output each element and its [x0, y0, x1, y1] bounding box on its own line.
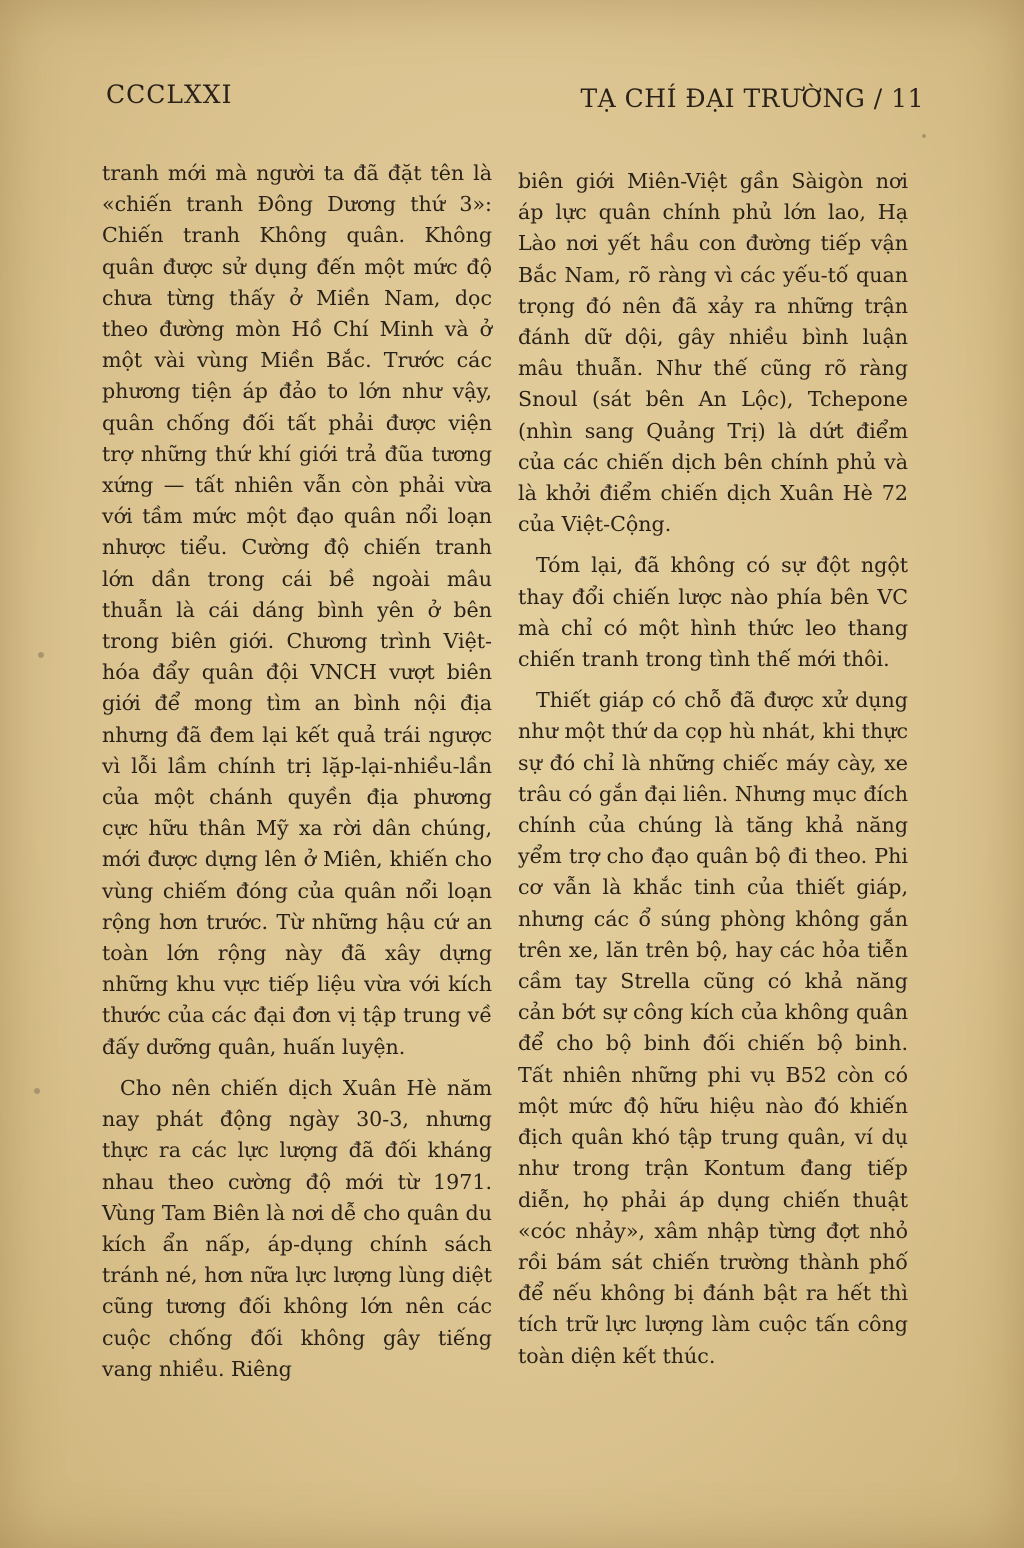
page-code: CCCLXXI	[106, 80, 233, 109]
paragraph: Cho nên chiến dịch Xuân Hè năm nay phát động ngày 30-3, nhưng thực ra các lực lượng đã đối kháng nhau theo cường độ mới từ 1971. Vùng Tam Biên là nơi dễ cho quân du kích ẩn nấp, áp-dụng chính sách tránh né, hơn nữa lực lượng lùng diệt cũng tương đối không lớn nên các cuộc chống đối không gây tiếng vang nhiều. Riêng	[102, 1075, 492, 1381]
paragraph: Tóm lại, đã không có sự đột ngột thay đổi chiến lược nào phía bên VC mà chỉ có một hình thức leo thang chiến tranh trong tình thế mới thôi.	[518, 553, 908, 672]
paper-speck	[922, 134, 926, 138]
paragraph: biên giới Miên-Việt gần Sàigòn nơi áp lực quân chính phủ lớn lao, Hạ Lào nơi yết hầu con đường tiếp vận Bắc Nam, rõ ràng vì các yếu-tố quan trọng đó nên đã xảy ra những trận đánh dữ dội, gây nhiều bình luận mâu thuẫn. Như thế cũng rõ ràng Snoul (sát bên An Lộc), Tchepone (nhìn sang Quảng Trị) là dứt điểm của các chiến dịch bên chính phủ và là khởi điểm chiến dịch Xuân Hè 72 của Việt-Cộng.	[518, 169, 908, 537]
paragraph: Thiết giáp có chỗ đã được xử dụng như một thứ da cọp hù nhát, khi thực sự đó chỉ là những chiếc máy cày, xe trâu có gắn đại liên. Nhưng mục đích chính của chúng là tăng khả năng yểm trợ cho đạo quân bộ đi theo. Phi cơ vẫn là khắc tinh của thiết giáp, nhưng các ổ súng phòng không gắn trên xe, lăn trên bộ, hay các hỏa tiễn cầm tay Strella cũng có khả năng cản bớt sự công kích của không quân để cho bộ binh đối chiến bộ binh. Tất nhiên những phi vụ B52 còn có một mức độ hữu hiệu nào đó khiến địch quân khó tập trung quân, ví dụ như trong trận Kontum đang tiếp diễn, họ phải áp dụng chiến thuật «cóc nhảy», xâm nhập từng đợt nhỏ rồi bám sát chiến trường thành phố để nếu không bị đánh bật ra hết thì tích trữ lực lượng làm cuộc tấn công toàn diện kết thúc.	[518, 688, 908, 1368]
paper-speck	[34, 1088, 40, 1094]
paper-speck	[38, 652, 44, 658]
right-column	[518, 166, 908, 1372]
running-title: TẠ CHÍ ĐẠI TRƯỜNG / 11	[580, 84, 924, 113]
left-column	[102, 158, 492, 1385]
paragraph: tranh mới mà người ta đã đặt tên là «chiến tranh Đông Dương thứ 3»: Chiến tranh Không quân. Không quân được sử dụng đến một mức độ chưa từng thấy ở Miền Nam, dọc theo đường mòn Hồ Chí Minh và ở một vài vùng Miền Bắc. Trước các phương tiện áp đảo to lớn như vậy, quân chống đối tất phải được viện trợ những thứ khí giới trả đũa tương xứng — tất nhiên vẫn còn phải vừa với tầm mức một đạo quân nổi loạn nhược tiểu. Cường độ chiến tranh lớn dần trong cái bề ngoài mâu thuẫn là cái dáng bình yên ở bên trong biên giới. Chương trình Việt-hóa đẩy quân đội VNCH vượt biên giới để mong tìm an bình nội địa nhưng đã đem lại kết quả trái ngược vì lỗi lầm chính trị lặp-lại-nhiều-lần của một chánh quyền địa phương cực hữu thân Mỹ xa rời dân chúng, mới được dựng lên ở Miên, khiến cho vùng chiếm đóng của quân nổi loạn rộng hơn trước. Từ những hậu cứ an toàn lớn rộng này đã xây dựng những khu vực tiếp liệu vừa với kích thước của các đại đơn vị tập trung về đấy dưỡng quân, huấn luyện.	[102, 161, 492, 1059]
